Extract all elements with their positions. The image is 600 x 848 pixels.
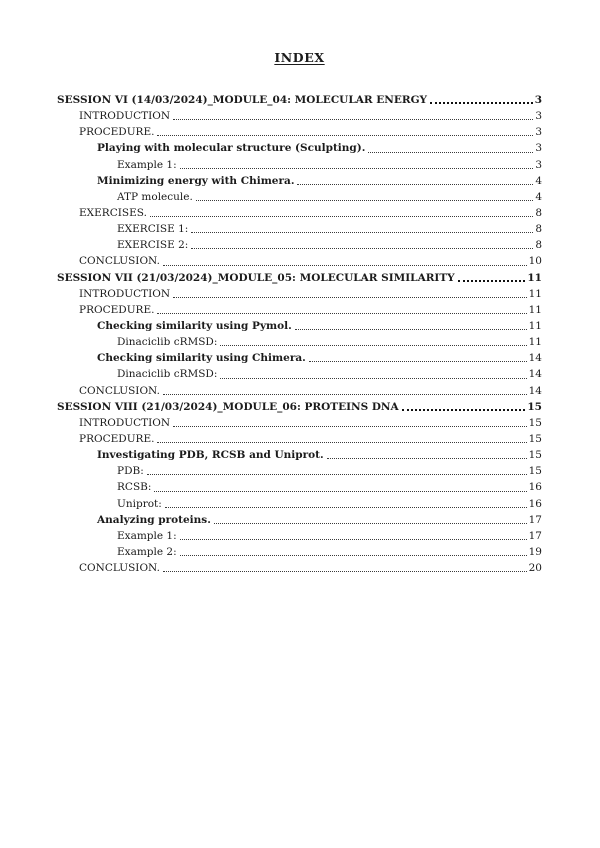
toc-page-number: 3 bbox=[535, 126, 542, 139]
toc-dot-leader bbox=[220, 378, 526, 379]
toc-page-number: 16 bbox=[528, 497, 542, 510]
toc-page-number: 15 bbox=[528, 416, 542, 429]
toc-entry-30[interactable] bbox=[57, 559, 542, 575]
toc-entry-label: Analyzing proteins. bbox=[97, 513, 211, 526]
toc-entry-label: Playing with molecular structure (Sculpting). bbox=[97, 142, 366, 155]
toc-page-number: 3 bbox=[534, 94, 542, 107]
toc-entry-1[interactable] bbox=[57, 91, 542, 107]
toc-dot-leader bbox=[157, 313, 526, 314]
page-title bbox=[57, 50, 542, 65]
toc-dot-leader bbox=[191, 248, 533, 249]
toc-entry-17[interactable] bbox=[57, 349, 542, 365]
toc-entry-13[interactable] bbox=[57, 285, 542, 301]
toc-dot-leader bbox=[180, 555, 527, 556]
toc-dot-leader bbox=[173, 297, 527, 298]
toc-entry-label: CONCLUSION. bbox=[79, 384, 160, 397]
toc-dot-leader bbox=[220, 345, 526, 346]
toc-entry-5[interactable] bbox=[57, 156, 542, 172]
toc-dot-leader bbox=[309, 361, 527, 362]
toc-entry-label: INTRODUCTION bbox=[79, 416, 171, 429]
toc-dot-leader bbox=[157, 135, 533, 136]
table-of-contents bbox=[57, 91, 542, 575]
toc-entry-label: EXERCISES. bbox=[79, 207, 147, 219]
toc-entry-7[interactable] bbox=[57, 188, 542, 204]
toc-dot-leader bbox=[173, 426, 527, 427]
toc-page-number: 11 bbox=[528, 287, 542, 300]
toc-entry-18[interactable] bbox=[57, 365, 542, 381]
toc-entry-label: Checking similarity using Pymol. bbox=[97, 319, 292, 332]
toc-entry-26[interactable] bbox=[57, 495, 542, 511]
toc-dot-leader bbox=[327, 458, 527, 459]
toc-entry-28[interactable] bbox=[57, 527, 542, 543]
toc-page-number: 8 bbox=[535, 223, 542, 236]
toc-page-number: 11 bbox=[528, 319, 542, 332]
toc-dot-leader bbox=[191, 232, 533, 233]
toc-dot-leader bbox=[402, 409, 526, 411]
toc-entry-label: Dinaciclib cRMSD: bbox=[117, 336, 218, 349]
toc-entry-label: Example 1: bbox=[117, 158, 177, 171]
toc-entry-19[interactable] bbox=[57, 382, 542, 398]
toc-entry-9[interactable] bbox=[57, 220, 542, 236]
toc-page-number: 3 bbox=[535, 158, 542, 171]
toc-dot-leader bbox=[458, 280, 526, 282]
toc-entry-4[interactable] bbox=[57, 139, 542, 155]
toc-dot-leader bbox=[165, 507, 527, 508]
toc-entry-11[interactable] bbox=[57, 252, 542, 268]
toc-dot-leader bbox=[180, 539, 527, 540]
toc-page-number: 17 bbox=[528, 529, 542, 542]
toc-entry-label: SESSION VIII (21/03/2024)_MODULE_06: PROTEINS DNA bbox=[57, 400, 399, 413]
toc-page-number: 20 bbox=[528, 562, 542, 575]
toc-dot-leader bbox=[430, 102, 533, 104]
toc-entry-label: INTRODUCTION bbox=[79, 287, 171, 300]
toc-page-number: 15 bbox=[528, 449, 542, 462]
toc-dot-leader bbox=[297, 184, 533, 185]
toc-dot-leader bbox=[154, 491, 526, 492]
toc-entry-27[interactable] bbox=[57, 511, 542, 527]
toc-entry-label: CONCLUSION. bbox=[79, 562, 160, 575]
toc-entry-label: SESSION VII (21/03/2024)_MODULE_05: MOLECULAR SIMILARITY bbox=[57, 271, 455, 284]
toc-entry-25[interactable] bbox=[57, 478, 542, 494]
toc-entry-14[interactable] bbox=[57, 301, 542, 317]
toc-page-number: 16 bbox=[528, 481, 542, 494]
toc-entry-label: Checking similarity using Chimera. bbox=[97, 352, 306, 365]
toc-entry-label: Minimizing energy with Chimera. bbox=[97, 174, 295, 187]
toc-page-number: 19 bbox=[528, 545, 542, 558]
toc-entry-24[interactable] bbox=[57, 462, 542, 478]
toc-entry-label: Example 1: bbox=[117, 529, 177, 542]
toc-page-number: 17 bbox=[528, 513, 542, 526]
toc-page-number: 8 bbox=[535, 239, 542, 252]
toc-entry-label: Investigating PDB, RCSB and Uniprot. bbox=[97, 449, 324, 462]
toc-entry-label: PDB: bbox=[117, 465, 144, 478]
toc-entry-3[interactable] bbox=[57, 123, 542, 139]
toc-entry-2[interactable] bbox=[57, 107, 542, 123]
toc-entry-label: SESSION VI (14/03/2024)_MODULE_04: MOLECULAR ENERGY bbox=[57, 94, 428, 107]
toc-dot-leader bbox=[196, 200, 533, 201]
toc-page-number: 15 bbox=[527, 400, 542, 413]
toc-entry-label: Uniprot: bbox=[117, 497, 162, 510]
toc-page-number: 14 bbox=[528, 352, 542, 365]
toc-dot-leader bbox=[180, 168, 534, 169]
toc-page-number: 15 bbox=[528, 432, 542, 445]
toc-page-number: 8 bbox=[535, 207, 542, 219]
toc-page-number: 14 bbox=[528, 368, 542, 381]
toc-dot-leader bbox=[147, 474, 527, 475]
toc-entry-22[interactable] bbox=[57, 430, 542, 446]
toc-entry-10[interactable] bbox=[57, 236, 542, 252]
toc-page-number: 11 bbox=[528, 336, 542, 349]
toc-entry-label: Example 2: bbox=[117, 545, 177, 558]
toc-dot-leader bbox=[295, 329, 527, 330]
toc-entry-16[interactable] bbox=[57, 333, 542, 349]
toc-entry-label: EXERCISE 1: bbox=[117, 223, 189, 236]
toc-page-number: 3 bbox=[535, 142, 542, 155]
toc-dot-leader bbox=[214, 523, 527, 524]
toc-dot-leader bbox=[163, 265, 527, 266]
toc-entry-23[interactable] bbox=[57, 446, 542, 462]
toc-page-number: 15 bbox=[528, 465, 542, 478]
toc-entry-label: EXERCISE 2: bbox=[117, 239, 189, 252]
toc-page-number: 3 bbox=[535, 110, 542, 123]
toc-page-number: 11 bbox=[527, 271, 542, 284]
toc-entry-20[interactable] bbox=[57, 398, 542, 414]
toc-page-number: 10 bbox=[528, 255, 542, 268]
toc-entry-label: PROCEDURE. bbox=[79, 432, 155, 445]
toc-page-number: 4 bbox=[535, 190, 542, 203]
toc-entry-label: PROCEDURE. bbox=[79, 126, 155, 139]
toc-entry-label: RCSB: bbox=[117, 481, 152, 494]
toc-entry-label: INTRODUCTION bbox=[79, 110, 171, 123]
toc-entry-12[interactable] bbox=[57, 269, 542, 285]
toc-entry-label: Dinaciclib cRMSD: bbox=[117, 368, 218, 381]
toc-entry-label: CONCLUSION. bbox=[79, 255, 160, 268]
toc-dot-leader bbox=[163, 394, 527, 395]
toc-entry-21[interactable] bbox=[57, 414, 542, 430]
toc-entry-6[interactable] bbox=[57, 172, 542, 188]
toc-entry-label: PROCEDURE. bbox=[79, 303, 155, 316]
toc-entry-29[interactable] bbox=[57, 543, 542, 559]
toc-page-number: 11 bbox=[528, 303, 542, 316]
toc-dot-leader bbox=[163, 571, 527, 572]
toc-dot-leader bbox=[173, 119, 533, 120]
toc-page-number: 4 bbox=[535, 174, 542, 187]
toc-entry-8[interactable] bbox=[57, 204, 542, 220]
toc-dot-leader bbox=[150, 216, 533, 217]
toc-dot-leader bbox=[157, 442, 526, 443]
index-title-text: INDEX bbox=[274, 50, 325, 65]
toc-dot-leader bbox=[368, 152, 533, 153]
toc-entry-15[interactable] bbox=[57, 317, 542, 333]
toc-entry-label: ATP molecule. bbox=[117, 190, 193, 203]
toc-page-number: 14 bbox=[528, 384, 542, 397]
